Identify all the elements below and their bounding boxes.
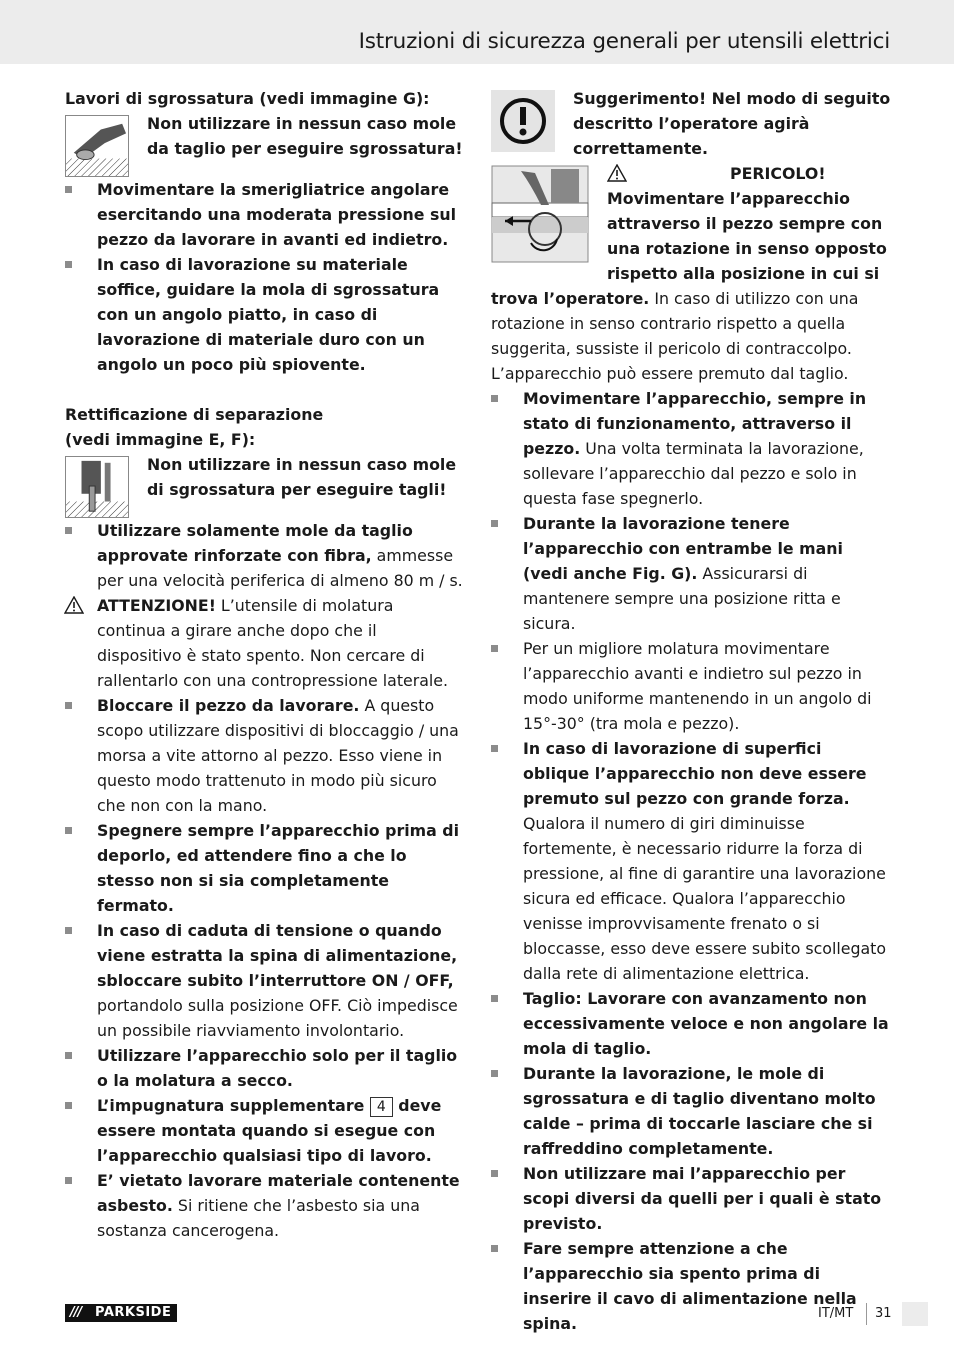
list-item: Movimentare l’apparecchio, sempre in stato di funzionamento, attraverso il pezzo. Una volta terminata la lavorazione, sollevare l’apparecchio dal pezzo e solo in questa fase spegnerlo. [491,386,891,511]
list-item: Bloccare il pezzo da lavorare. A questo scopo utilizzare dispositivi di bloccaggio / una morsa a vite attorno al pezzo. Esso viene in questo modo trattenuto in modo più sicuro che non con la mano. [65,693,465,818]
list-item: E’ vietato lavorare materiale contenente asbesto. Si ritiene che l’asbesto sia una sostanza cancerogena. [65,1168,465,1243]
list-item: Movimentare la smerigliatrice angolare esercitando una moderata pressione sul pezzo da lavorare in avanti ed indietro. [65,177,465,252]
footer-divider [866,1303,867,1325]
warning-block-g [65,111,465,177]
bullet-icon [491,995,498,1002]
section-heading-g: Lavori di sgrossatura (vedi immagine G): [65,89,430,108]
warning-triangle-icon [607,164,627,182]
bullet-icon [65,261,72,268]
warning-text-ef: Non utilizzare in nessun caso mole di sgrossatura per eseguire tagli! [147,455,457,499]
bullet-icon [491,1245,498,1252]
list-item: Durante la lavorazione tenere l’apparecchio con entrambe le mani (vedi anche Fig. G). Assicurarsi di mantenere sempre una posizione ritta e sicura. [491,511,891,636]
bullet-icon [491,395,498,402]
footer-tab-marker [902,1302,928,1326]
roughing-illustration-icon [65,115,129,177]
tip-text: Suggerimento! Nel modo di seguito descritto l’operatore agirà correttamente. [573,89,891,158]
warning-item: ATTENZIONE! L’utensile di molatura continua a girare anche dopo che il dispositivo è stato spento. Non cercare di rallentarlo con una contropressione laterale. [65,593,465,693]
page-title: Istruzioni di sicurezza generali per utensili elettrici [358,29,890,54]
list-item: Utilizzare l’apparecchio solo per il taglio o la molatura a secco. [65,1043,465,1093]
bullet-icon [65,1177,72,1184]
brand-logo: /// PARKSIDE [65,1304,177,1322]
right-column [491,86,891,1336]
list-item: Utilizzare solamente mole da taglio approvate rinforzate con fibra, ammesse per una velocità periferica di almeno 80 m / s. [65,518,465,593]
bullet-icon [491,1070,498,1077]
grinder-rotation-illustration-icon [491,165,589,263]
list-item: Per un migliore molatura movimentare l’apparecchio avanti e indietro sul pezzo in modo uniforme mantenendo in un angolo di 15°-30° (tra mola e pezzo). [491,636,891,736]
bullet-icon [65,927,72,934]
section-heading-ef-sub: (vedi immagine E, F): [65,430,256,449]
list-item: Durante la lavorazione, le mole di sgrossatura e di taglio diventano molto calde – prima di toccarle lasciare che si raffreddino completamente. [491,1061,891,1161]
page-number: 31 [875,1306,892,1321]
list-item: L’impugnatura supplementare 4 deve essere montata quando si esegue con l’apparecchio qualsiasi tipo di lavoro. [65,1093,465,1168]
part-number-badge: 4 [370,1097,393,1117]
exclamation-icon [491,90,555,152]
list-item: Spegnere sempre l’apparecchio prima di deporlo, ed attendere fino a che lo stesso non si sia completamente fermato. [65,818,465,918]
list-item: Taglio: Lavorare con avanzamento non eccessivamente veloce e non angolare la mola di taglio. [491,986,891,1061]
cutting-illustration-icon [65,456,129,518]
list-item: Fare sempre attenzione a che l’apparecchio sia spento prima di inserire il cavo di alimentazione nella spina. [491,1236,891,1336]
bullet-icon [65,827,72,834]
logo-stripes-icon: /// [70,1305,82,1320]
warning-text-g: Non utilizzare in nessun caso mole da taglio per eseguire sgrossatura! [147,114,463,158]
bullet-icon [491,520,498,527]
bullet-icon [491,745,498,752]
bullet-icon [65,1102,72,1109]
language-code: IT/MT [818,1306,854,1321]
danger-block: PERICOLO! Movimentare l’apparecchio attraverso il pezzo sempre con una rotazione in senso opposto rispetto alla posizione in cui si trova l’operatore. In caso di utilizzo con una rotazione in senso contrario rispetto a quella suggerita, sussiste il pericolo di contraccolpo. L’apparecchio può essere premuto dal taglio. [491,164,887,383]
bullet-icon [491,1170,498,1177]
section-heading-ef: Rettificazione di separazione [65,405,324,424]
warning-block-ef [65,452,465,518]
bullet-icon [65,186,72,193]
list-item: In caso di lavorazione su materiale soffice, guidare la mola di sgrossatura con un angolo piatto, in caso di lavorazione di materiale duro con un angolo un poco più spiovente. [65,252,465,377]
bullet-icon [491,645,498,652]
left-column [65,86,465,1243]
list-item: In caso di lavorazione di superfici oblique l’apparecchio non deve essere premuto sul pezzo con grande forza. Qualora il numero di giri diminuisse fortemente, è necessario ridurre la forza di pressione, al fine di garantire una lavorazione sicura ed efficace. Qualora l’apparecchio venisse improvvisamente frenato o si bloccasse, esso deve essere subito scollegato dalla rete di alimentazione elettrica. [491,736,891,986]
tip-block [491,86,891,161]
list-item: Non utilizzare mai l’apparecchio per scopi diversi da quelli per i quali è stato previsto. [491,1161,891,1236]
bullet-icon [65,1052,72,1059]
list-item: In caso di caduta di tensione o quando viene estratta la spina di alimentazione, sbloccare subito l’interruttore ON / OFF, portandolo sulla posizione OFF. Ciò impedisce un possibile riavviamento involontario. [65,918,465,1043]
bullet-icon [65,702,72,709]
page-header [0,0,954,64]
warning-triangle-icon [64,596,84,614]
bullet-icon [65,527,72,534]
danger-text: PERICOLO! Movimentare l’apparecchio attraverso il pezzo sempre con una rotazione in senso opposto rispetto alla posizione in cui si trova l’operatore. [491,164,887,308]
